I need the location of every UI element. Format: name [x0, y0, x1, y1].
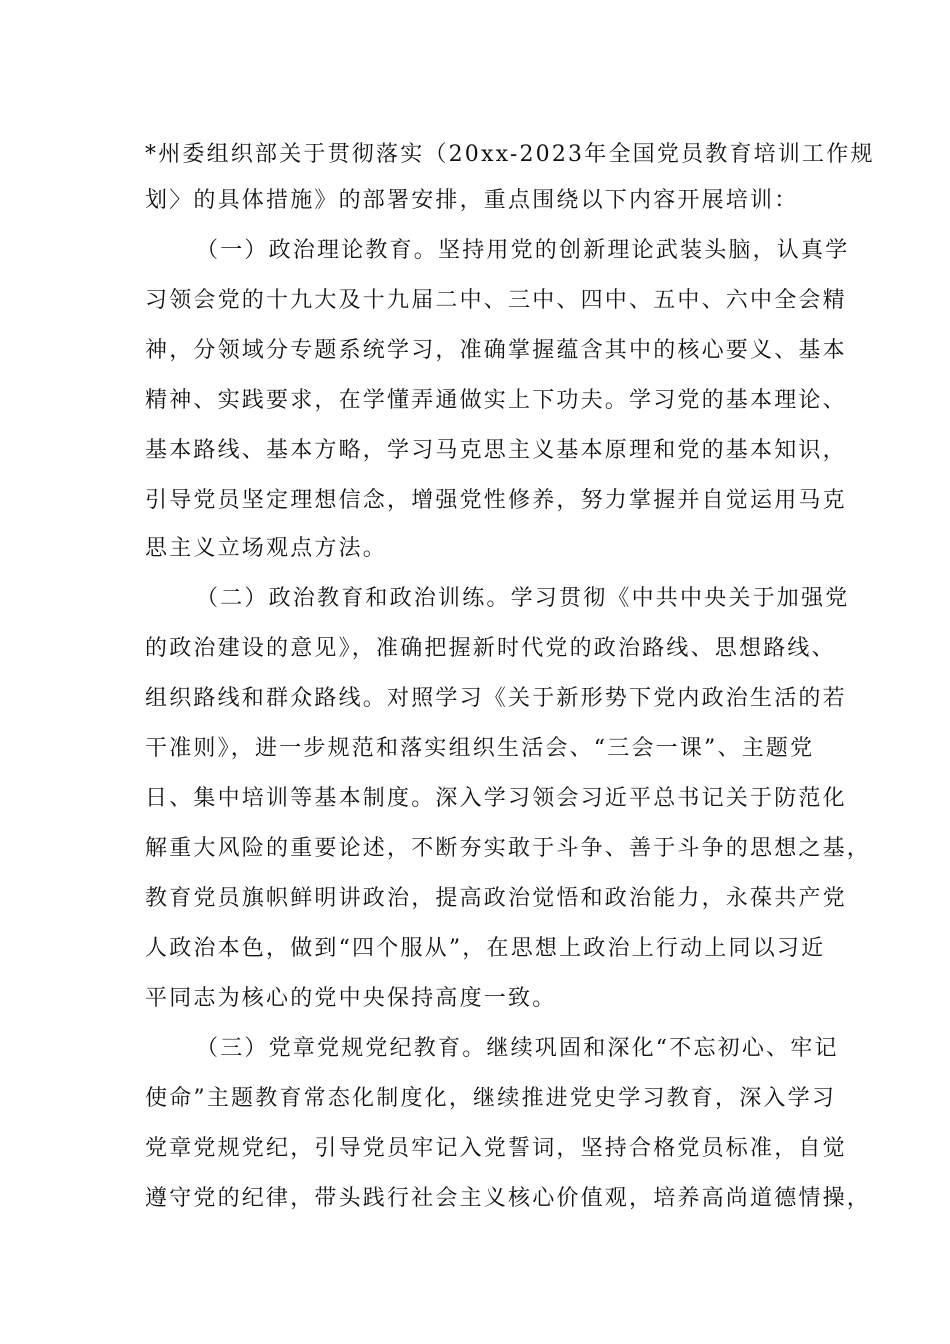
paragraph-line: 神，分领域分专题系统学习，准确掌握蕴含其中的核心要义、基本	[145, 338, 847, 363]
paragraph-line: （二）政治教育和政治训练。学习贯彻《中共中央关于加强党	[196, 586, 850, 611]
paragraph-line: 的政治建设的意见》，准确把握新时代党的政治路线、思想路线、	[145, 636, 836, 661]
paragraph-line: 组织路线和群众路线。对照学习《关于新形势下党内政治生活的若	[145, 686, 847, 711]
paragraph-line: 习领会党的十九大及十九届二中、三中、四中、五中、六中全会精	[145, 288, 847, 313]
paragraph-line: 解重大风险的重要论述，不断夯实敢于斗争、善于斗争的思想之基，	[145, 836, 872, 861]
paragraph-line: 平同志为核心的党中央保持高度一致。	[145, 986, 557, 1011]
paragraph-line: （一）政治理论教育。坚持用党的创新理论武装头脑，认真学	[196, 238, 850, 263]
paragraph-line: 使命”主题教育常态化制度化，继续推进党史学习教育，深入学习	[145, 1086, 837, 1111]
paragraph-line: 划〉的具体措施》的部署安排，重点围绕以下内容开展培训：	[145, 188, 799, 213]
paragraph-line: 引导党员坚定理想信念，增强党性修养，努力掌握并自觉运用马克	[145, 488, 847, 513]
paragraph-line: 思主义立场观点方法。	[145, 536, 388, 561]
paragraph-line: *州委组织部关于贯彻落实（20xx-2023年全国党员教育培训工作规	[145, 142, 875, 167]
paragraph-line: 党章党规党纪，引导党员牢记入党誓词，坚持合格党员标准，自觉	[145, 1136, 847, 1161]
paragraph-line: 精神、实践要求，在学懂弄通做实上下功夫。学习党的基本理论、	[145, 388, 847, 413]
paragraph-line: 日、集中培训等基本制度。深入学习领会习近平总书记关于防范化	[145, 786, 847, 811]
paragraph-line: （三）党章党规党纪教育。继续巩固和深化“不忘初心、牢记	[196, 1036, 839, 1061]
paragraph-line: 基本路线、基本方略，学习马克思主义基本原理和党的基本知识，	[145, 438, 847, 463]
paragraph-line: 干准则》，进一步规范和落实组织生活会、“三会一课”、主题党	[145, 736, 815, 761]
paragraph-line: 遵守党的纪律，带头践行社会主义核心价值观，培养高尚道德情操，	[145, 1186, 872, 1211]
paragraph-line: 教育党员旗帜鲜明讲政治，提高政治觉悟和政治能力，永葆共产党	[145, 886, 847, 911]
paragraph-line: 人政治本色，做到“四个服从”，在思想上政治上行动上同以习近	[145, 936, 826, 961]
